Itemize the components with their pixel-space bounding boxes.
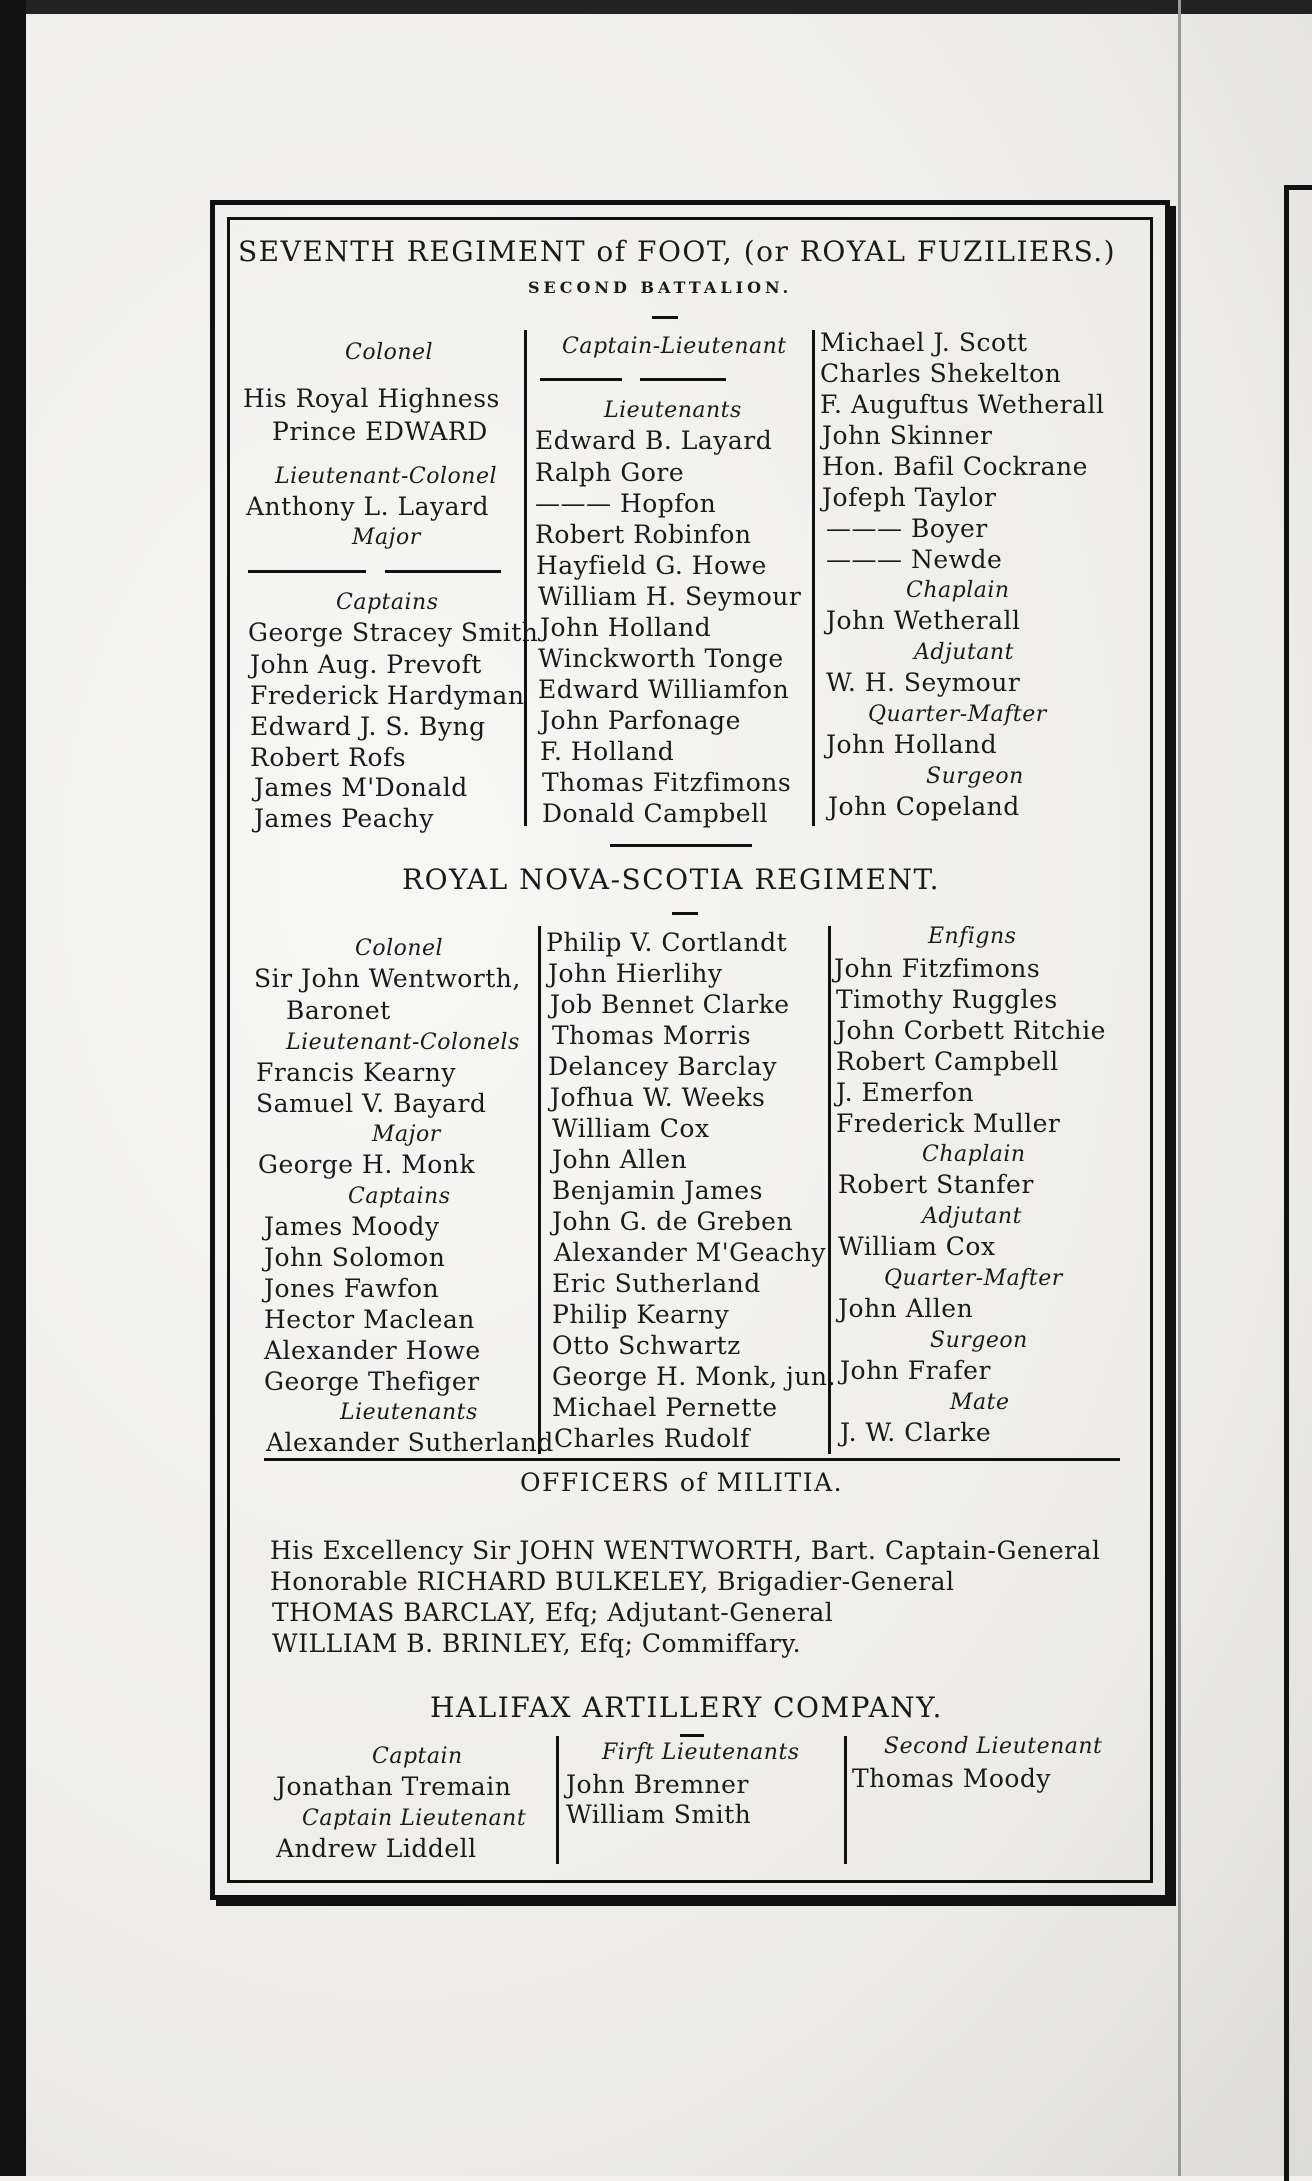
adjutant-name: William Cox bbox=[838, 1232, 996, 1261]
blank-rule bbox=[640, 378, 726, 381]
lieutenant-name: Michael J. Scott bbox=[820, 328, 1028, 357]
lieutenants-heading: Lieutenants bbox=[604, 398, 742, 423]
lieutenant-name: Jofeph Taylor bbox=[822, 483, 997, 512]
captain-name: Edward J. S. Byng bbox=[250, 712, 486, 741]
chaplain-name: Robert Stanfer bbox=[838, 1170, 1034, 1199]
lieutenant-colonel-name: Anthony L. Layard bbox=[246, 492, 490, 521]
lieutenant-name: Jofhua W. Weeks bbox=[550, 1083, 766, 1112]
lieutenant-name: Hayfield G. Howe bbox=[536, 551, 767, 580]
captain-lieutenant-heading: Captain-Lieutenant bbox=[562, 334, 787, 359]
lieutenant-name: Edward Williamfon bbox=[538, 675, 790, 704]
militia-officer: His Excellency Sir JOHN WENTWORTH, Bart. Captain-General bbox=[270, 1536, 1101, 1565]
lieutenant-name: Thomas Morris bbox=[552, 1021, 752, 1050]
militia-officer: WILLIAM B. BRINLEY, Efq; Commiffary. bbox=[272, 1629, 802, 1658]
lieutenant-name: Philip V. Cortlandt bbox=[546, 928, 788, 957]
adjutant-heading: Adjutant bbox=[914, 640, 1014, 665]
captains-heading: Captains bbox=[336, 590, 439, 615]
lieutenant-name: Philip Kearny bbox=[552, 1300, 730, 1329]
lieutenant-name: John Parfonage bbox=[540, 706, 741, 735]
ensign-name: J. Emerfon bbox=[836, 1078, 975, 1107]
surgeon-name: John Frafer bbox=[840, 1356, 991, 1385]
short-rule bbox=[672, 912, 698, 915]
colonel-name: His Royal Highness bbox=[243, 384, 500, 413]
lieutenant-name: John Holland bbox=[540, 613, 712, 642]
first-lieutenant-name: John Bremner bbox=[566, 1770, 749, 1799]
quarter-master-name: John Holland bbox=[826, 730, 998, 759]
captain-lieutenant-heading: Captain Lieutenant bbox=[302, 1806, 527, 1831]
quarter-master-name: John Allen bbox=[838, 1294, 974, 1323]
lieutenant-name: John G. de Greben bbox=[552, 1207, 794, 1236]
lieutenant-name: F. Holland bbox=[540, 737, 675, 766]
lieutenant-name: Charles Rudolf bbox=[554, 1424, 750, 1453]
lieutenant-colonel-name: Francis Kearny bbox=[256, 1058, 456, 1087]
lieutenant-colonel-name: Samuel V. Bayard bbox=[256, 1089, 487, 1118]
blank-rule bbox=[540, 378, 622, 381]
major-name: George H. Monk bbox=[258, 1150, 476, 1179]
lieutenant-name: John Skinner bbox=[822, 421, 993, 450]
blank-rule bbox=[385, 570, 501, 573]
ensign-name: John Corbett Ritchie bbox=[836, 1016, 1106, 1045]
lieutenant-name: ——— Hopfon bbox=[535, 489, 717, 518]
second-lieutenant-heading: Second Lieutenant bbox=[884, 1734, 1103, 1759]
column-divider bbox=[524, 330, 527, 826]
ensign-name: Timothy Ruggles bbox=[836, 985, 1058, 1014]
page-fold-line bbox=[1178, 0, 1181, 2176]
chaplain-heading: Chaplain bbox=[922, 1142, 1026, 1167]
captain-name: James Moody bbox=[264, 1212, 440, 1241]
ensign-name: Robert Campbell bbox=[836, 1047, 1059, 1076]
captains-heading: Captains bbox=[348, 1184, 451, 1209]
captain-name: Alexander Howe bbox=[264, 1336, 481, 1365]
artillery-title: HALIFAX ARTILLERY COMPANY. bbox=[430, 1691, 943, 1724]
captain-name: James Peachy bbox=[254, 804, 434, 833]
lieutenant-name: Otto Schwartz bbox=[552, 1331, 741, 1360]
lieutenant-name: George H. Monk, jun. bbox=[552, 1362, 836, 1391]
lieutenant-name: Hon. Bafil Cockrane bbox=[822, 452, 1088, 481]
captain-name: Robert Rofs bbox=[250, 743, 407, 772]
section-rule bbox=[264, 1458, 1120, 1461]
seventh-regiment-title: SEVENTH REGIMENT of FOOT, (or ROYAL FUZILIERS.) bbox=[238, 235, 1117, 268]
ensigns-heading: Enfigns bbox=[928, 924, 1017, 949]
lieutenant-name: Winckworth Tonge bbox=[538, 644, 784, 673]
lieutenant-name: ——— Newde bbox=[826, 545, 1003, 574]
surgeon-heading: Surgeon bbox=[926, 764, 1024, 789]
colonel-heading: Colonel bbox=[355, 936, 444, 961]
major-heading: Major bbox=[372, 1122, 441, 1147]
captain-name: Jones Fawfon bbox=[264, 1274, 440, 1303]
colonel-name: Baronet bbox=[286, 996, 391, 1025]
lieutenant-name: John Allen bbox=[552, 1145, 688, 1174]
first-lieutenants-heading: Firft Lieutenants bbox=[602, 1740, 800, 1765]
lieutenant-name: Robert Robinfon bbox=[535, 520, 752, 549]
lieutenant-name: Charles Shekelton bbox=[820, 359, 1062, 388]
lieutenant-name: Ralph Gore bbox=[535, 458, 685, 487]
quarter-master-heading: Quarter-Mafter bbox=[884, 1266, 1063, 1291]
adjacent-page-edge bbox=[1284, 185, 1312, 2181]
lieutenant-colonels-heading: Lieutenant-Colonels bbox=[286, 1030, 520, 1055]
column-divider bbox=[538, 926, 541, 1454]
militia-officer: THOMAS BARCLAY, Efq; Adjutant-General bbox=[272, 1598, 834, 1627]
column-divider bbox=[556, 1736, 559, 1864]
captain-name: James M'Donald bbox=[254, 773, 468, 802]
blank-rule bbox=[248, 570, 366, 573]
ensign-name: Frederick Muller bbox=[836, 1109, 1061, 1138]
captain-name: John Solomon bbox=[264, 1243, 446, 1272]
lieutenant-name: Alexander M'Geachy bbox=[554, 1238, 827, 1267]
lieutenants-heading: Lieutenants bbox=[340, 1400, 478, 1425]
adjutant-name: W. H. Seymour bbox=[826, 668, 1021, 697]
colonel-heading: Colonel bbox=[345, 340, 434, 365]
lieutenant-name: Job Bennet Clarke bbox=[550, 990, 790, 1019]
short-rule bbox=[652, 316, 678, 319]
first-lieutenant-name: William Smith bbox=[566, 1800, 752, 1829]
lieutenant-colonel-heading: Lieutenant-Colonel bbox=[275, 464, 498, 489]
lieutenant-name: Donald Campbell bbox=[542, 799, 769, 828]
lieutenant-name: Benjamin James bbox=[552, 1176, 763, 1205]
captain-name: George Thefiger bbox=[264, 1367, 480, 1396]
lieutenant-name: William H. Seymour bbox=[538, 582, 802, 611]
lieutenant-name: Delancey Barclay bbox=[548, 1052, 777, 1081]
scan-edge-top bbox=[0, 0, 1312, 14]
captain-name: Jonathan Tremain bbox=[276, 1772, 512, 1801]
militia-officer: Honorable RICHARD BULKELEY, Brigadier-General bbox=[270, 1567, 955, 1596]
lieutenant-name: F. Auguftus Wetherall bbox=[820, 390, 1105, 419]
major-heading: Major bbox=[352, 525, 421, 550]
militia-title: OFFICERS of MILITIA. bbox=[520, 1468, 844, 1497]
mate-name: J. W. Clarke bbox=[840, 1418, 992, 1447]
surgeon-heading: Surgeon bbox=[930, 1328, 1028, 1353]
captain-lieutenant-name: Andrew Liddell bbox=[276, 1834, 477, 1863]
adjutant-heading: Adjutant bbox=[922, 1204, 1022, 1229]
quarter-master-heading: Quarter-Mafter bbox=[868, 702, 1047, 727]
colonel-name: Sir John Wentworth, bbox=[254, 964, 521, 993]
seventh-regiment-subtitle: SECOND BATTALION. bbox=[528, 278, 793, 297]
chaplain-heading: Chaplain bbox=[906, 578, 1010, 603]
mate-heading: Mate bbox=[950, 1390, 1010, 1415]
nova-scotia-regiment-title: ROYAL NOVA-SCOTIA REGIMENT. bbox=[402, 863, 940, 896]
captain-heading: Captain bbox=[372, 1744, 463, 1769]
lieutenant-name: Edward B. Layard bbox=[535, 426, 773, 455]
lieutenant-name: John Hierlihy bbox=[548, 959, 723, 988]
scan-edge-left bbox=[0, 0, 26, 2176]
section-rule bbox=[610, 844, 752, 847]
column-divider bbox=[812, 330, 815, 826]
lieutenant-name: Thomas Fitzfimons bbox=[542, 768, 792, 797]
second-lieutenant-name: Thomas Moody bbox=[852, 1764, 1052, 1793]
lieutenant-name: Alexander Sutherland bbox=[266, 1428, 554, 1457]
surgeon-name: John Copeland bbox=[828, 792, 1020, 821]
lieutenant-name: William Cox bbox=[552, 1114, 710, 1143]
captain-name: George Stracey Smith bbox=[248, 618, 539, 647]
lieutenant-name: ——— Boyer bbox=[826, 514, 988, 543]
lieutenant-name: Michael Pernette bbox=[552, 1393, 778, 1422]
colonel-name: Prince EDWARD bbox=[272, 417, 488, 446]
column-divider bbox=[844, 1736, 847, 1864]
chaplain-name: John Wetherall bbox=[826, 606, 1021, 635]
captain-name: John Aug. Prevoft bbox=[250, 650, 482, 679]
captain-name: Hector Maclean bbox=[264, 1305, 475, 1334]
short-rule bbox=[680, 1734, 704, 1737]
captain-name: Frederick Hardyman bbox=[250, 681, 525, 710]
lieutenant-name: Eric Sutherland bbox=[552, 1269, 761, 1298]
ensign-name: John Fitzfimons bbox=[834, 954, 1041, 983]
